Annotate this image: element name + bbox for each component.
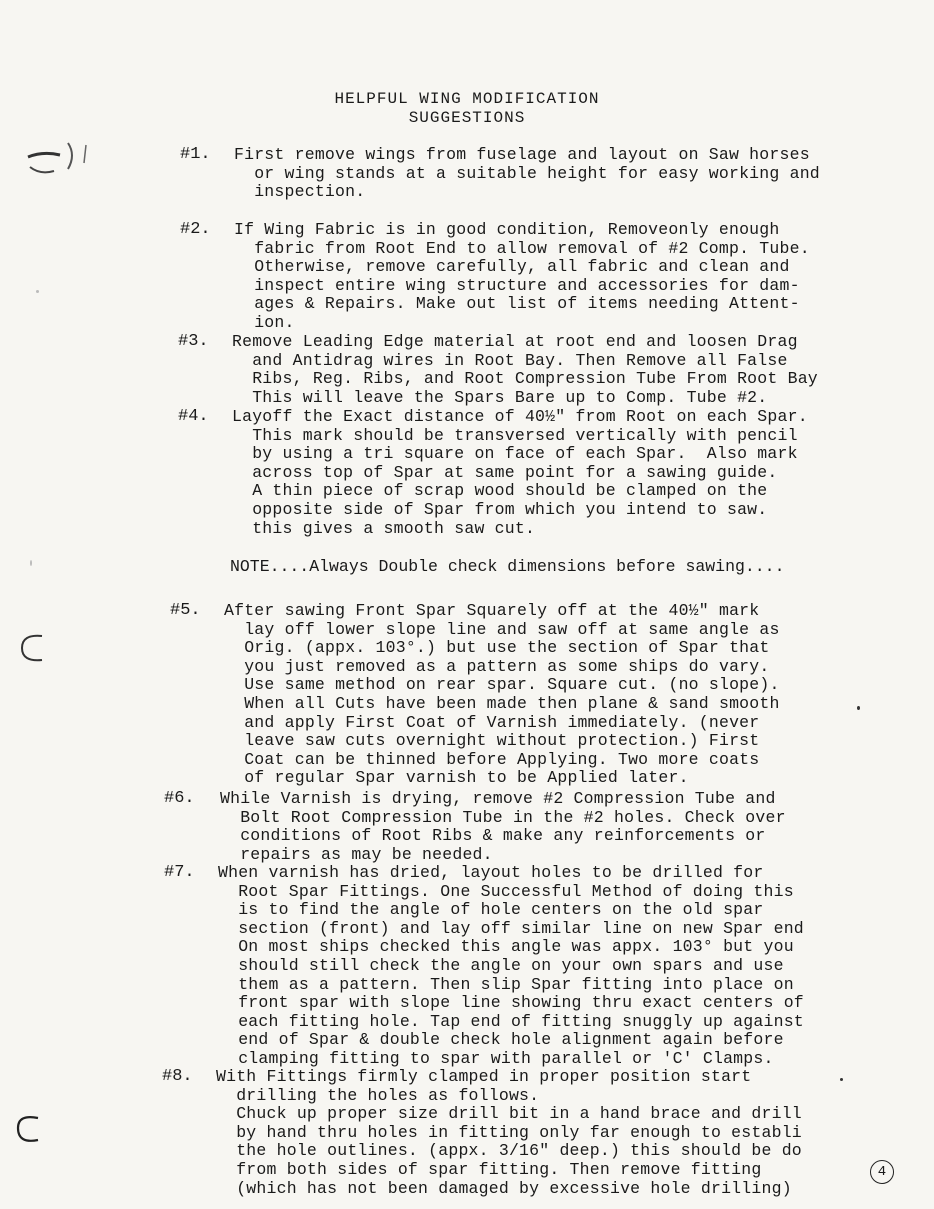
step-5-text	[224, 602, 780, 788]
text-line: repairs as may be needed.	[220, 844, 493, 864]
text-line: each fitting hole. Tap end of fitting snuggly up against	[218, 1011, 804, 1031]
text-line: Root Spar Fittings. One Successful Method of doing this	[218, 881, 794, 901]
text-line: front spar with slope line showing thru exact centers of	[218, 993, 804, 1013]
step-6-text	[220, 790, 786, 864]
text-line: Chuck up proper size drill bit in a hand brace and drill	[216, 1104, 802, 1124]
step-7-number: #7.	[164, 863, 195, 882]
text-line: and apply First Coat of Varnish immediately. (never	[224, 712, 760, 732]
text-line: drilling the holes as follows.	[216, 1085, 540, 1105]
text-line: With Fittings firmly clamped in proper position start	[216, 1067, 752, 1086]
note-line: NOTE....Always Double check dimensions before sawing....	[230, 557, 785, 576]
text-line: clamping fitting to spar with parallel or 'C' Clamps.	[218, 1048, 774, 1068]
text-line: section (front) and lay off similar line on new Spar end	[218, 918, 804, 938]
step-7-text	[218, 864, 804, 1069]
text-line: Orig. (appx. 103°.) but use the section of Spar that	[224, 638, 770, 658]
text-line: them as a pattern. Then slip Spar fitting into place on	[218, 974, 794, 994]
text-line: is to find the angle of hole centers on the old spar	[218, 900, 764, 920]
text-line: When all Cuts have been made then plane & sand smooth	[224, 693, 780, 713]
step-6-number: #6.	[164, 789, 195, 808]
text-line: While Varnish is drying, remove #2 Compression Tube and	[220, 789, 776, 808]
document-title: HELPFUL WING MODIFICATION	[334, 90, 600, 108]
text-line: If Wing Fabric is in good condition, Removeonly enough	[234, 220, 780, 239]
text-line: Bolt Root Compression Tube in the #2 holes. Check over	[220, 807, 786, 827]
scan-speck	[36, 290, 39, 293]
text-line: by hand thru holes in fitting only far enough to establi	[216, 1122, 802, 1142]
punch-hole-mark-icon	[8, 1108, 48, 1148]
text-line: Ribs, Reg. Ribs, and Root Compression Tube From Root Bay	[232, 369, 818, 389]
step-4-number: #4.	[178, 407, 209, 426]
scan-speck	[30, 560, 32, 566]
text-line: the hole outlines. (appx. 3/16" deep.) this should be do	[216, 1141, 802, 1161]
step-3-text	[232, 333, 818, 407]
text-line: When varnish has dried, layout holes to be drilled for	[218, 863, 764, 882]
text-line: by using a tri square on face of each Spar. Also mark	[232, 444, 798, 464]
step-1-text	[234, 146, 820, 202]
text-line: end of Spar & double check hole alignment again before	[218, 1030, 784, 1050]
punch-hole-mark-icon	[18, 135, 98, 195]
step-5-number: #5.	[170, 601, 201, 620]
text-line: of regular Spar varnish to be Applied later.	[224, 768, 689, 788]
text-line: ages & Repairs. Make out list of items needing Attent-	[234, 294, 800, 314]
text-line: fabric from Root End to allow removal of #2 Comp. Tube.	[234, 238, 810, 258]
scan-speck	[840, 1078, 843, 1081]
scan-speck	[857, 706, 860, 710]
text-line: conditions of Root Ribs & make any reinforcements or	[220, 826, 766, 846]
text-line: should still check the angle on your own spars and use	[218, 955, 784, 975]
text-line: from both sides of spar fitting. Then remove fitting	[216, 1159, 762, 1179]
text-line: leave saw cuts overnight without protection.) First	[224, 731, 760, 751]
text-line: This mark should be transversed vertically with pencil	[232, 425, 798, 445]
text-line: you just removed as a pattern as some ships do vary.	[224, 656, 770, 676]
text-line: Otherwise, remove carefully, all fabric and clean and	[234, 257, 790, 277]
text-line: Coat can be thinned before Applying. Two more coats	[224, 749, 760, 769]
step-2-number: #2.	[180, 220, 211, 239]
page-number: 4	[870, 1160, 894, 1184]
text-line: On most ships checked this angle was appx. 103° but you	[218, 937, 794, 957]
text-line: inspection.	[234, 182, 366, 202]
text-line: or wing stands at a suitable height for easy working and	[234, 163, 820, 183]
text-line: inspect entire wing structure and accessories for dam-	[234, 275, 800, 295]
text-line: this gives a smooth saw cut.	[232, 518, 536, 538]
text-line: opposite side of Spar from which you intend to saw.	[232, 499, 768, 519]
text-line: First remove wings from fuselage and layout on Saw horses	[234, 145, 810, 164]
step-2-text	[234, 221, 810, 333]
document-subtitle: SUGGESTIONS	[408, 109, 526, 127]
text-line: This will leave the Spars Bare up to Comp. Tube #2.	[232, 387, 768, 407]
text-line: Layoff the Exact distance of 40½" from Root on each Spar.	[232, 407, 808, 426]
step-4-text	[232, 408, 808, 538]
punch-hole-mark-icon	[14, 628, 54, 668]
text-line: Remove Leading Edge material at root end and loosen Drag	[232, 332, 798, 351]
step-8-number: #8.	[162, 1067, 193, 1086]
text-line: lay off lower slope line and saw off at same angle as	[224, 619, 780, 639]
text-line: ion.	[234, 312, 295, 332]
step-3-number: #3.	[178, 332, 209, 351]
text-line: A thin piece of scrap wood should be clamped on the	[232, 481, 768, 501]
text-line: (which has not been damaged by excessive hole drilling)	[216, 1178, 792, 1198]
text-line: Use same method on rear spar. Square cut. (no slope).	[224, 675, 780, 695]
step-8-text	[216, 1068, 802, 1198]
text-line: across top of Spar at same point for a sawing guide.	[232, 462, 778, 482]
text-line: After sawing Front Spar Squarely off at the 40½" mark	[224, 601, 760, 620]
step-1-number: #1.	[180, 145, 211, 164]
text-line: and Antidrag wires in Root Bay. Then Remove all False	[232, 350, 788, 370]
